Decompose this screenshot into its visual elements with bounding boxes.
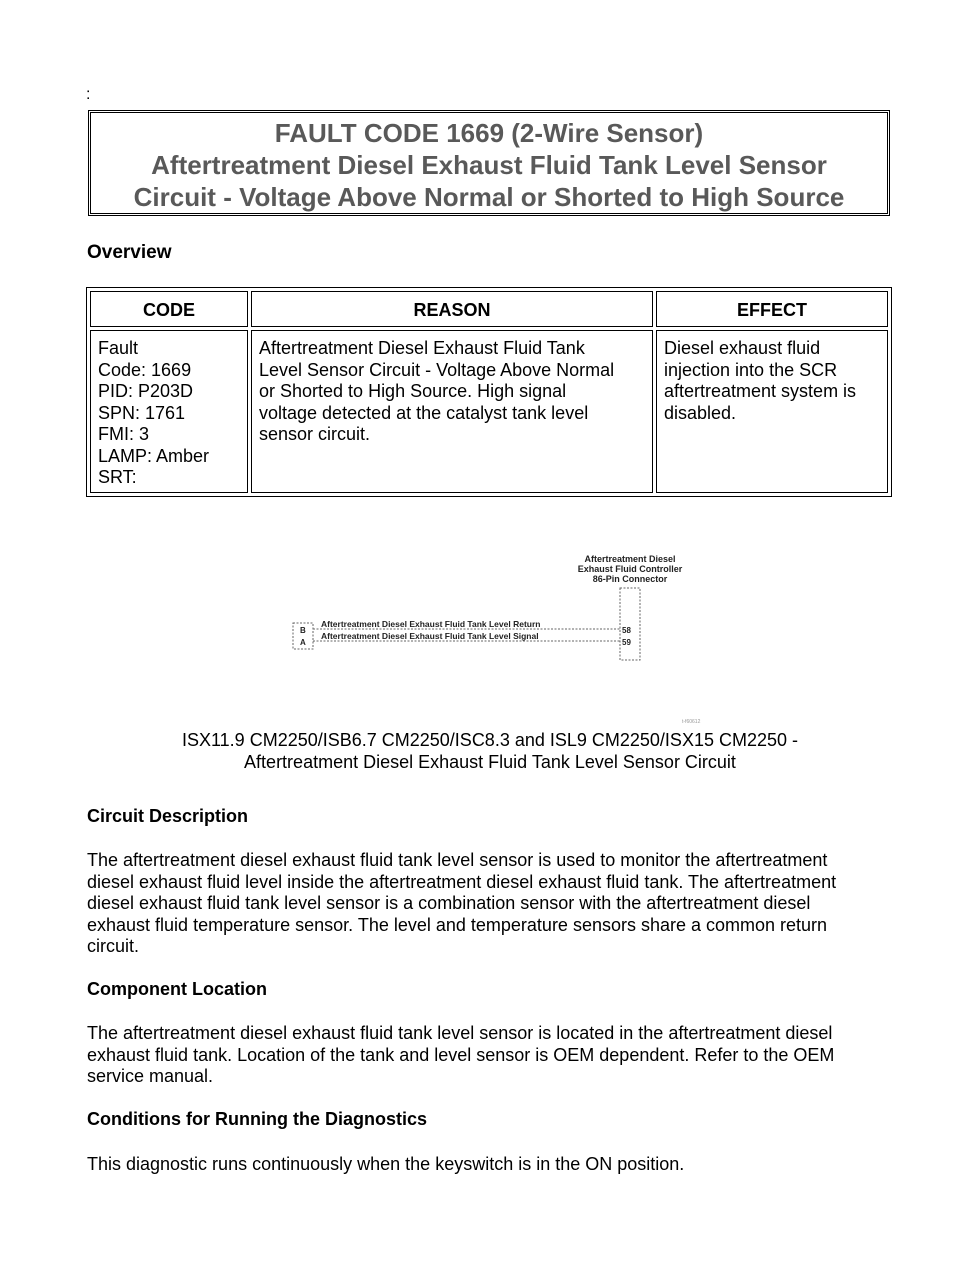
reason-line: Level Sensor Circuit - Voltage Above Normal: [259, 359, 615, 380]
circuit-description-text: [87, 850, 897, 958]
column-header-code: CODE: [90, 291, 248, 327]
text-line: exhaust fluid tank. Location of the tank and level sensor is OEM dependent. Refer to the OEM: [87, 1044, 835, 1065]
fault-code-title-box: [88, 110, 890, 216]
text-line: The aftertreatment diesel exhaust fluid tank level sensor is located in the aftertreatment diesel: [87, 1023, 833, 1043]
reason-line: voltage detected at the catalyst tank level: [259, 402, 589, 423]
effect-line: aftertreatment system is: [664, 381, 857, 401]
column-header-reason: REASON: [251, 291, 653, 327]
overview-table: [86, 287, 892, 497]
conditions-text: This diagnostic runs continuously when the keyswitch is in the ON position.: [87, 1154, 685, 1174]
code-line: SPN: 1761: [98, 402, 186, 423]
connector-title-line-3: 86-Pin Connector: [592, 574, 668, 584]
reason-cell: [251, 330, 653, 493]
reason-line: Aftertreatment Diesel Exhaust Fluid Tank: [259, 338, 585, 358]
conditions-heading: Conditions for Running the Diagnostics: [87, 1109, 427, 1129]
column-header-effect: EFFECT: [656, 291, 888, 327]
code-line: SRT:: [98, 467, 137, 487]
effect-cell: [656, 330, 888, 493]
header-colon: :: [86, 86, 91, 103]
code-line: Code: 1669: [98, 359, 192, 380]
effect-line: Diesel exhaust fluid: [664, 338, 821, 358]
figure-id: t-f60612: [682, 719, 701, 725]
figure-caption-line-2: Aftertreatment Diesel Exhaust Fluid Tank Level Sensor Circuit: [244, 752, 736, 772]
text-line: diesel exhaust fluid level inside the aftertreatment diesel exhaust fluid tank. The aftertreatment: [87, 871, 837, 892]
reason-line: or Shorted to High Source. High signal: [259, 381, 567, 401]
code-line: LAMP: Amber: [98, 445, 210, 466]
code-cell: [90, 330, 248, 493]
reason-line: sensor circuit.: [259, 424, 371, 444]
code-line: FMI: 3: [98, 424, 150, 444]
text-line: diesel exhaust fluid tank level sensor is a combination sensor with the aftertreatment diesel: [87, 893, 811, 914]
wire-signal-label: Aftertreatment Diesel Exhaust Fluid Tank Level Signal: [321, 631, 539, 641]
sensor-pin-a: A: [300, 638, 306, 647]
sensor-pin-b: B: [300, 626, 306, 635]
text-line: service manual.: [87, 1066, 214, 1087]
connector-title-line-1: Aftertreatment Diesel: [584, 554, 676, 564]
text-line: circuit.: [87, 936, 140, 957]
text-line: exhaust fluid temperature sensor. The level and temperature sensors share a common return: [87, 914, 828, 935]
page-title-line-2: Aftertreatment Diesel Exhaust Fluid Tank Level Sensor: [151, 150, 827, 180]
component-location-heading: Component Location: [87, 979, 267, 999]
controller-pin-59: 59: [622, 638, 631, 647]
overview-heading: Overview: [87, 242, 172, 263]
page-title-line-3: Circuit - Voltage Above Normal or Shorted to High Source: [133, 182, 845, 212]
effect-line: disabled.: [664, 402, 737, 423]
wiring-diagram: [290, 550, 710, 730]
controller-connector: [620, 588, 640, 660]
connector-title-line-2: Exhaust Fluid Controller: [577, 564, 683, 574]
text-line: The aftertreatment diesel exhaust fluid tank level sensor is used to monitor the aftertreatment: [87, 850, 828, 870]
figure-caption-line-1: ISX11.9 CM2250/ISB6.7 CM2250/ISC8.3 and ISL9 CM2250/ISX15 CM2250 -: [181, 730, 799, 750]
effect-line: injection into the SCR: [664, 359, 838, 380]
controller-pin-58: 58: [622, 626, 631, 635]
circuit-description-heading: Circuit Description: [87, 806, 249, 826]
page-title-line-1: FAULT CODE 1669 (2-Wire Sensor): [274, 118, 704, 148]
component-location-text: [87, 1023, 897, 1088]
wire-return-label: Aftertreatment Diesel Exhaust Fluid Tank Level Return: [321, 619, 541, 629]
code-line: Fault: [98, 338, 139, 358]
code-line: PID: P203D: [98, 381, 194, 401]
